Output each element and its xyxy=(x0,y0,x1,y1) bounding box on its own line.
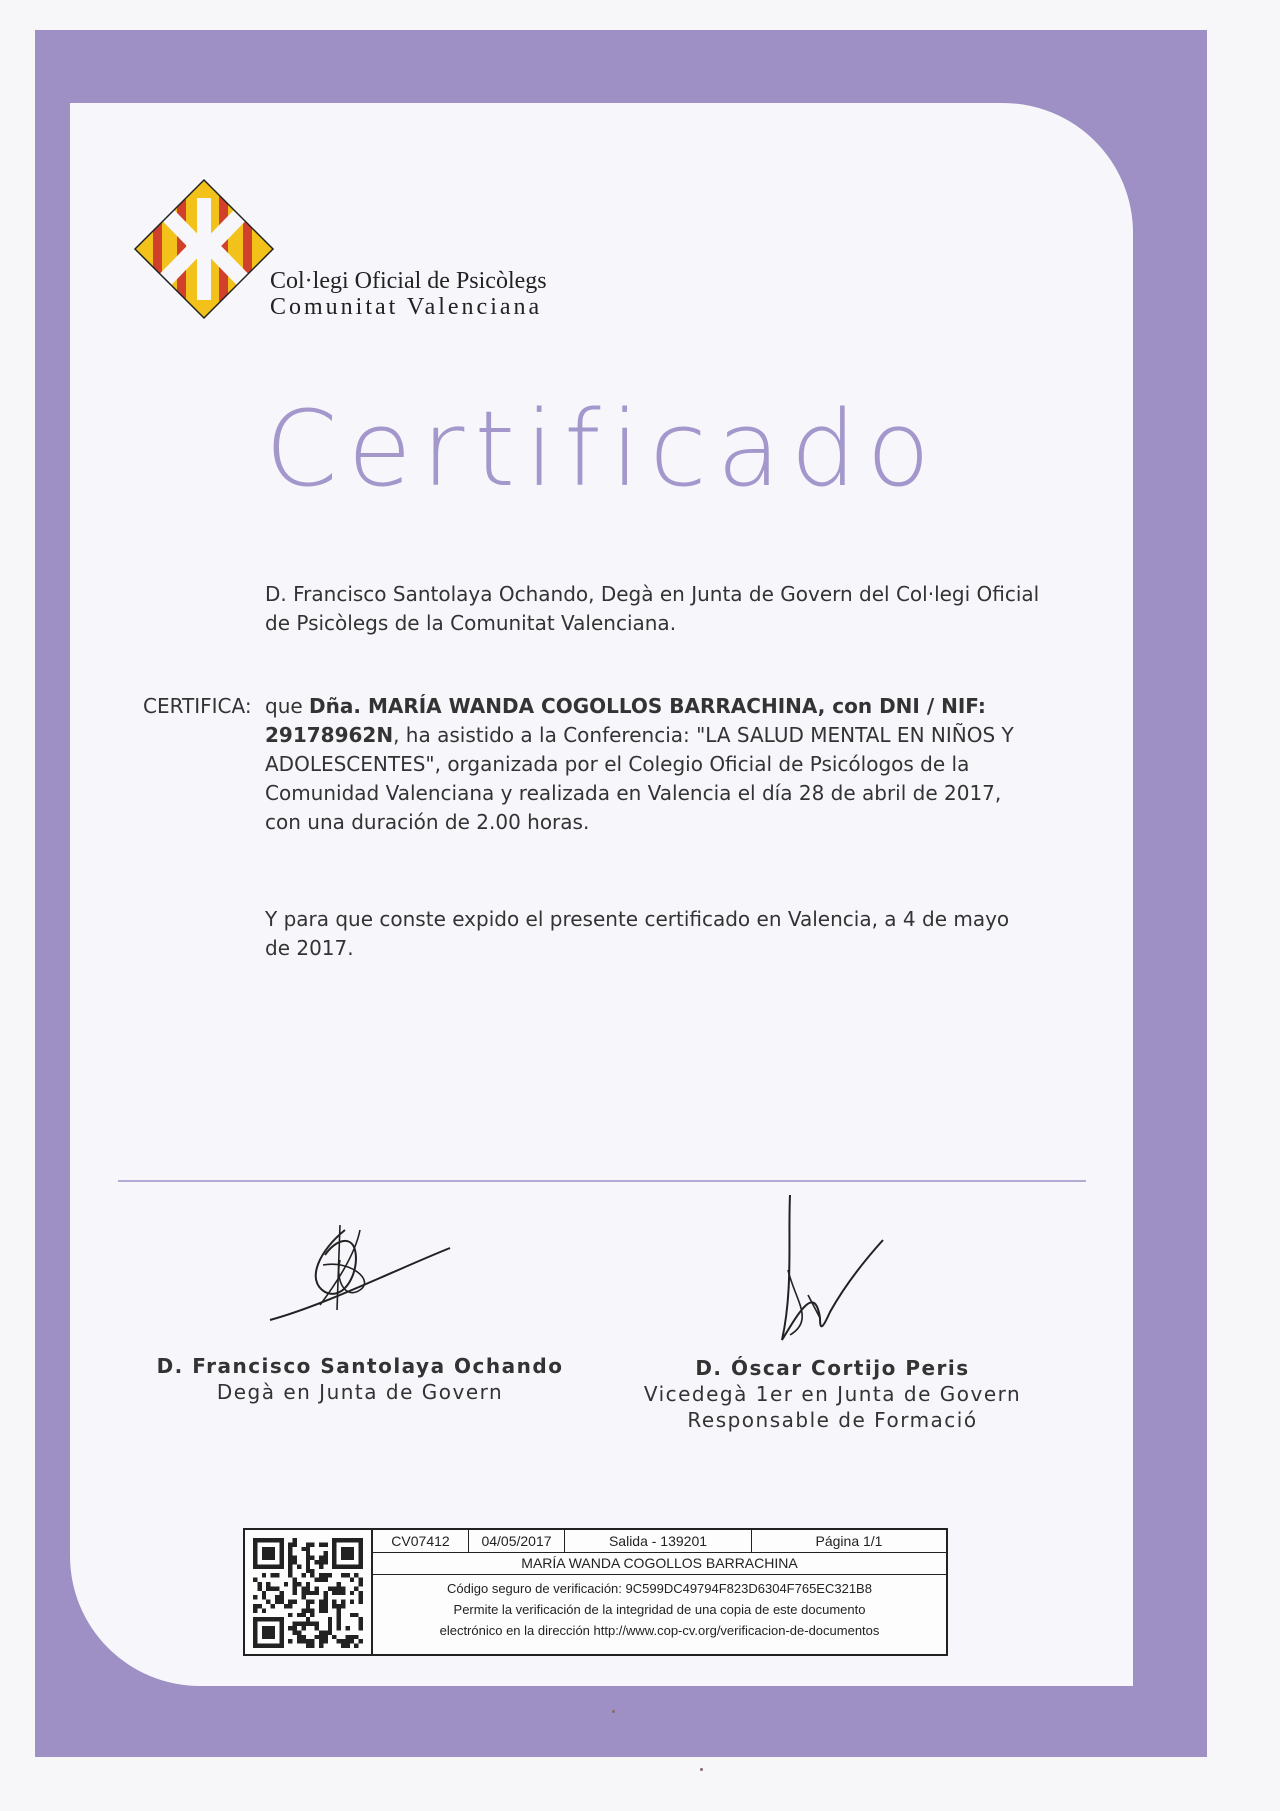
signature-2 xyxy=(760,1190,900,1350)
certifica-label: CERTIFICA: xyxy=(143,694,252,718)
registry-code: CV07412 xyxy=(373,1530,469,1552)
verification-url-line[interactable]: electrónico en la dirección http://www.cop-cv.org/verificacion-de-documentos xyxy=(439,1623,880,1638)
verification-text xyxy=(373,1578,946,1641)
page-title: Certificado xyxy=(265,388,941,510)
signer-1 xyxy=(150,1353,570,1405)
certificate-card xyxy=(70,103,1133,1686)
certifica-paragraph xyxy=(265,692,1040,837)
signature-1 xyxy=(265,1210,465,1330)
verification-code-line: Código seguro de verificación: 9C599DC49794F823D6304F765EC321B8 xyxy=(447,1581,872,1596)
certifica-rest: , ha asistido a la Conferencia: "LA SALUD MENTAL EN NIÑOS Y ADOLESCENTES", organizada por el Colegio Oficial de Psicólogos de la Comunidad Valenciana y realizada en Valencia el día 28 de abril de 2017, con una duración de 2.00 horas. xyxy=(265,723,1014,834)
signer-2 xyxy=(595,1355,1070,1433)
page-number: Página 1/1 xyxy=(815,1533,883,1549)
signer-2-role2: Responsable de Formació xyxy=(687,1408,978,1432)
org-name-line2: Comunitat Valenciana xyxy=(270,294,543,321)
org-name xyxy=(270,268,547,321)
scan-speck xyxy=(700,1768,703,1771)
scan-speck xyxy=(612,1710,615,1713)
coat-of-arms-diamond-icon xyxy=(133,178,275,320)
certifica-pre: que xyxy=(265,694,310,718)
signer-1-name: D. Francisco Santolaya Ochando xyxy=(156,1354,564,1378)
org-name-line1: Col·legi Oficial de Psicòlegs xyxy=(270,268,547,294)
verification-box xyxy=(243,1528,948,1656)
signer-1-role: Degà en Junta de Govern xyxy=(216,1380,504,1404)
registry-salida: Salida - 139201 xyxy=(565,1530,752,1552)
qr-code-icon[interactable] xyxy=(253,1538,363,1648)
divider xyxy=(118,1180,1086,1182)
intro-paragraph: D. Francisco Santolaya Ochando, Degà en Junta de Govern del Col·legi Oficial de Psicòlegs de la Comunitat Valenciana. xyxy=(265,582,1040,635)
certifica-holder: Dña. MARÍA WANDA COGOLLOS BARRACHINA, con DNI / NIF: 29178962N xyxy=(265,694,986,747)
signer-2-name: D. Óscar Cortijo Peris xyxy=(695,1356,970,1380)
verification-meta-row xyxy=(373,1530,946,1553)
signer-2-role: Vicedegà 1er en Junta de Govern xyxy=(643,1382,1022,1406)
verification-holder: MARÍA WANDA COGOLLOS BARRACHINA xyxy=(373,1552,946,1575)
verification-line2: Permite la verificación de la integridad de una copia de este documento xyxy=(453,1602,866,1617)
closing-paragraph: Y para que conste expido el presente certificado en Valencia, a 4 de mayo de 2017. xyxy=(265,907,1010,960)
registry-date: 04/05/2017 xyxy=(469,1530,565,1552)
